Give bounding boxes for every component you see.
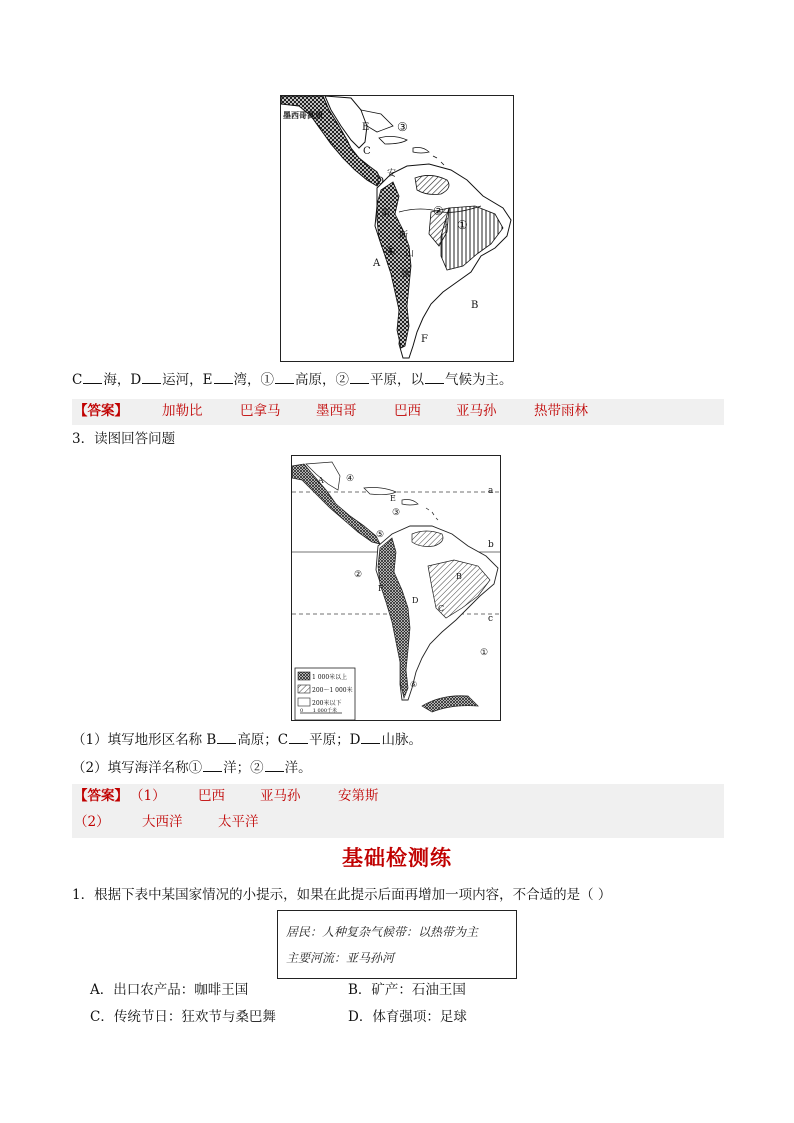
map2-label-E: E [390,494,396,503]
blank-D[interactable] [142,371,161,384]
map1-label-mexico-plateau: 墨西哥高原 [283,110,323,120]
map-1-drawing [281,96,514,362]
section-title: 基础检测练 [342,845,452,870]
map2-label-6: ⑥ [410,680,418,689]
map2-label-C: C [438,604,445,613]
map2-scale: 0 1 000千米 [300,708,338,714]
answer1-value: 加勒比 [162,403,203,419]
hint-table [277,910,517,979]
answer-label-1: 【答案】 [74,403,128,419]
blank-ocean-2[interactable] [265,759,284,772]
map2-legend-mid: 200～1 000米 [312,687,353,694]
map2-label-b: b [488,540,494,550]
answer2-value: 巴西 [198,788,225,804]
answer-bar-2 [72,784,724,838]
latin-america-map-1 [280,95,514,362]
answer2-value: 大西洋 [142,814,183,830]
map2-legend-high: 1 000米以上 [312,674,348,681]
map1-label-D: D [376,176,385,187]
blank-2[interactable] [350,371,369,384]
map2-label-c: c [488,614,494,624]
blank-climate[interactable] [425,371,444,384]
map1-label-C: C [363,146,371,157]
map1-label-andes-2: 第 [381,209,391,219]
answer1-value: 热带雨林 [534,403,588,419]
answer1-value: 巴西 [394,403,421,419]
map2-label-2: ② [354,570,363,580]
answer1-value: 巴拿马 [240,403,281,419]
map1-label-andes-5: 脉 [401,269,411,279]
q3-title: 3．读图回答问题 [72,431,176,447]
blank-D2[interactable] [361,731,380,744]
answer1-value: 墨西哥 [316,403,357,419]
blank-ocean-1[interactable] [203,759,222,772]
option-C[interactable]: C．传统节日：狂欢节与桑巴舞 [90,1009,276,1025]
map1-label-A: A [373,258,381,269]
hint-line-1: 居民：人种复杂气候带：以热带为主 [286,925,479,939]
map2-label-5: ⑤ [376,530,385,540]
answer2-value: 亚马孙 [260,788,301,804]
answer2-row2-prefix: （2） [74,814,110,830]
q2-fill-line: C 海，D 运河，E 湾，① 高原，② 平原，以 气候为主。 [72,372,513,388]
q3-sub1: （1）填写地形区名称 B 高原；C 平原；D 山脉。 [72,732,422,748]
map2-legend-low: 200米以下 [312,700,342,707]
option-A[interactable]: A．出口农产品：咖啡王国 [90,982,249,998]
hint-line-2: 主要河流：亚马孙河 [286,951,395,965]
map1-label-E: E [362,122,370,133]
map1-label-andes-3: 斯 [399,231,409,241]
map2-label-a: a [488,486,494,496]
answer1-value: 亚马孙 [456,403,497,419]
map2-label-3: ③ [392,508,401,518]
option-D[interactable]: D．体育强项：足球 [348,1009,467,1025]
q1-stem: 1．根据下表中某国家情况的小提示，如果在此提示后面再增加一项内容，不合适的是（ ） [72,887,612,903]
map1-label-F: F [421,334,428,345]
map1-label-2: ② [433,204,444,218]
blank-C[interactable] [83,371,102,384]
option-B[interactable]: B．矿产：石油王国 [348,982,466,998]
answer2-value: 安第斯 [338,788,379,804]
map1-label-andes-4: 山 [405,249,415,259]
map2-label-A: A [318,476,324,485]
answer-label-2: 【答案】 [74,788,128,804]
blank-B[interactable] [217,731,236,744]
map1-label-1: ① [457,218,468,232]
map2-label-1: ① [480,648,489,658]
map2-label-D: D [412,596,419,605]
map1-label-4: ④ [385,244,396,258]
map2-label-4: ④ [346,474,355,484]
map2-label-F: F [378,584,384,593]
latin-america-map-2 [291,455,501,721]
answer2-value: 太平洋 [218,814,259,830]
map-2-drawing [292,456,501,721]
answer2-row1-prefix: （1） [130,788,166,804]
q3-sub2: （2）填写海洋名称① 洋；② 洋。 [72,760,312,776]
blank-C2[interactable] [289,731,308,744]
blank-E[interactable] [214,371,233,384]
blank-1[interactable] [275,371,294,384]
map1-label-B: B [471,300,479,311]
map1-label-andes-1: 安 [387,169,397,179]
map2-label-B: B [456,572,462,581]
map1-label-3: ③ [397,120,408,134]
answer-bar-1 [72,399,724,425]
